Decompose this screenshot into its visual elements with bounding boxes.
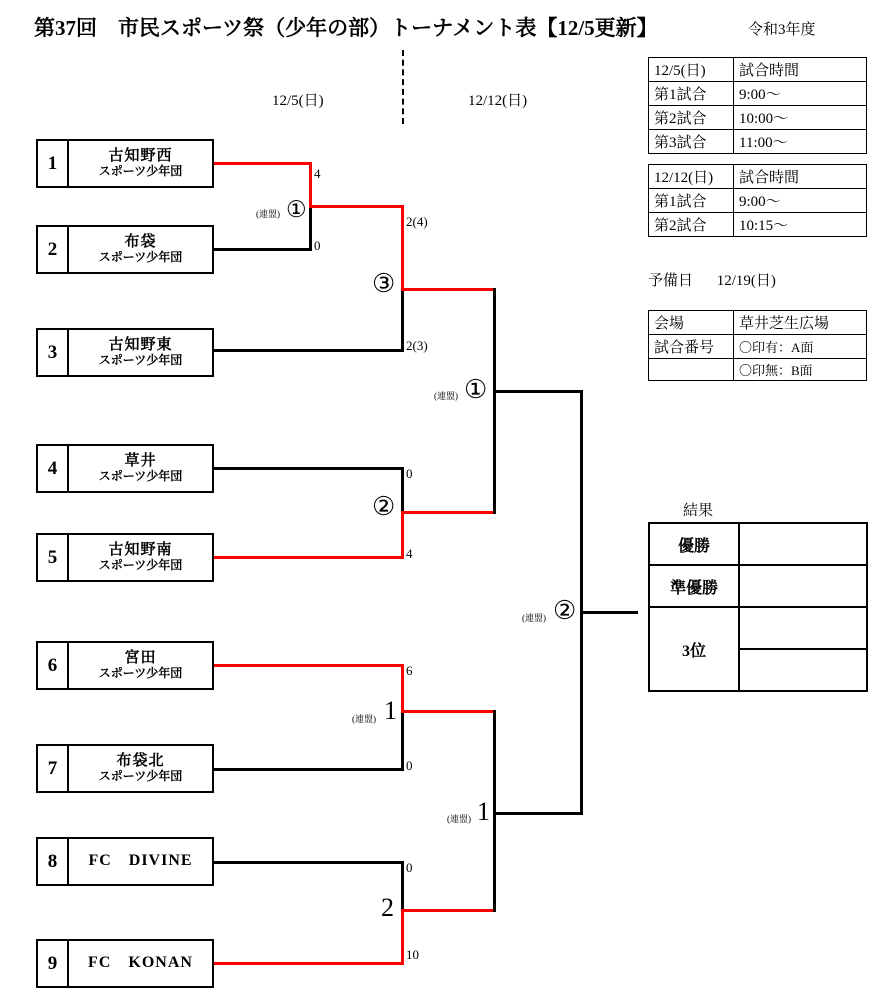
line-match3-winner [401,288,496,291]
line-team9-out [214,962,404,965]
line-lower2-winner [401,909,496,912]
fiscal-year-label: 令和3年度 [748,22,816,38]
schedule1-match-label: 第3試合 [649,130,734,154]
schedule1-match-time: 11:00～ [734,130,867,154]
schedule2-match-time: 9:00～ [734,189,867,213]
table-row [649,106,867,130]
score-lower2-bottom: 10 [406,947,419,962]
score-match3-top: 2(4) [406,214,428,229]
result-title: 結果 [683,503,714,519]
score-match1-bottom: 0 [314,238,321,253]
schedule1-header-date: 12/5(日) [649,58,734,82]
team-subname: スポーツ少年団 [98,353,183,368]
table-row [649,565,867,607]
team-name: 古知野東 [108,336,173,353]
team-subname: スポーツ少年団 [98,469,183,484]
line-lower1-winner [401,710,496,713]
table-row [649,58,867,82]
line-match1-winner [309,205,404,208]
league-label-match1: (連盟) [256,209,280,219]
line-match3-vertical-red [401,205,404,289]
venue-table [648,310,867,381]
table-row [649,523,867,565]
match-number-semi2: 1 [477,797,490,826]
table-row [649,335,867,359]
score-match2-top: 0 [406,466,413,481]
table-row [649,607,867,649]
line-semi1-out [493,390,583,393]
line-team6-out [214,664,404,667]
team-subname: スポーツ少年団 [98,558,183,573]
match-number-2: ② [372,492,396,521]
score-lower1-top: 6 [406,663,413,678]
schedule2-match-label: 第1試合 [649,189,734,213]
team-box-2 [36,225,214,274]
line-semi1-vertical [493,288,496,514]
line-match2-vertical-red [401,511,404,559]
team-subname: スポーツ少年団 [98,164,183,179]
schedule-table-1205 [648,57,867,154]
team-box-6 [36,641,214,690]
page-title: 第37回 市民スポーツ祭（少年の部）トーナメント表【12/5更新】 [34,16,658,40]
seed-number: 1 [38,141,69,186]
schedule1-header-time: 試合時間 [734,58,867,82]
line-match1-vertical-red [309,162,312,206]
table-row [649,165,867,189]
seed-number: 5 [38,535,69,580]
seed-number: 8 [38,839,69,884]
schedule1-match-label: 第2試合 [649,106,734,130]
team-name: 宮田 [124,649,157,666]
schedule2-match-label: 第2試合 [649,213,734,237]
team-name: FC DIVINE [88,852,193,870]
seed-number: 6 [38,643,69,688]
reserve-date-row [648,269,776,290]
team-name: 布袋北 [116,752,165,769]
table-row [649,359,867,381]
team-name: 古知野南 [108,541,173,558]
result-label-runnerup: 準優勝 [649,565,739,607]
line-match2-winner [401,511,496,514]
reserve-date-label: 予備日 [648,273,694,289]
match-number-3: ③ [372,269,396,298]
line-team2-out [214,248,312,251]
league-label-lower1: (連盟) [352,714,376,724]
seed-number: 9 [38,941,69,986]
team-subname: スポーツ少年団 [98,769,183,784]
team-box-5 [36,533,214,582]
result-value-third-a [739,607,867,649]
team-box-7 [36,744,214,793]
table-row [649,130,867,154]
schedule2-match-time: 10:15～ [734,213,867,237]
venue-label: 会場 [649,311,734,335]
match-number-final: ② [553,596,577,625]
team-name: 草井 [124,452,157,469]
score-match2-bottom: 4 [406,546,413,561]
seed-number: 3 [38,330,69,375]
line-team5-out [214,556,404,559]
round-2-date-label: 12/12(日) [468,93,528,109]
league-label-semi1: (連盟) [434,391,458,401]
round-divider [402,50,404,124]
team-box-1 [36,139,214,188]
schedule-table-1212 [648,164,867,237]
team-name: 布袋 [124,233,157,250]
team-name: FC KONAN [88,954,193,972]
reserve-date-value: 12/19(日) [716,273,776,289]
round-1-date-label: 12/5(日) [272,93,324,109]
line-match-lower1-vertical-red [401,664,404,712]
match-number-label-empty [649,359,734,381]
match-number-value-b: 〇印無：B面 [734,359,867,381]
result-value-runnerup [739,565,867,607]
result-value-third-b [739,649,867,691]
seed-number: 4 [38,446,69,491]
result-label-third: 3位 [649,607,739,691]
table-row [649,213,867,237]
team-box-4 [36,444,214,493]
team-box-3 [36,328,214,377]
seed-number: 7 [38,746,69,791]
line-team8-out [214,861,404,864]
line-team3-out [214,349,404,352]
result-table [648,522,868,692]
score-lower1-bottom: 0 [406,758,413,773]
match-number-value-a: 〇印有：A面 [734,335,867,359]
match-number-semi1: ① [464,375,488,404]
schedule2-header-date: 12/12(日) [649,165,734,189]
schedule2-header-time: 試合時間 [734,165,867,189]
line-final-out [580,611,638,614]
match-number-label: 試合番号 [649,335,734,359]
schedule1-match-time: 9:00～ [734,82,867,106]
schedule1-match-label: 第1試合 [649,82,734,106]
team-subname: スポーツ少年団 [98,666,183,681]
league-label-final: (連盟) [522,613,546,623]
table-row [649,189,867,213]
team-subname: スポーツ少年団 [98,250,183,265]
line-team4-out [214,467,404,470]
line-team7-out [214,768,404,771]
seed-number: 2 [38,227,69,272]
result-label-champion: 優勝 [649,523,739,565]
table-row [649,82,867,106]
line-match-lower2-vertical-red [401,909,404,965]
line-semi2-out [493,812,583,815]
team-box-8 [36,837,214,886]
score-match1-top: 4 [314,166,321,181]
team-box-9 [36,939,214,988]
line-semi2-vertical [493,710,496,912]
league-label-semi2: (連盟) [447,814,471,824]
table-row [649,311,867,335]
schedule1-match-time: 10:00～ [734,106,867,130]
line-final-vertical [580,390,583,815]
match-number-lower1: 1 [384,696,397,725]
team-name: 古知野西 [108,147,173,164]
venue-value: 草井芝生広場 [734,311,867,335]
line-team1-out [214,162,312,165]
match-number-1: ① [286,197,307,222]
score-match3-bottom: 2(3) [406,338,428,353]
match-number-lower2: 2 [381,893,394,922]
score-lower2-top: 0 [406,860,413,875]
result-value-champion [739,523,867,565]
